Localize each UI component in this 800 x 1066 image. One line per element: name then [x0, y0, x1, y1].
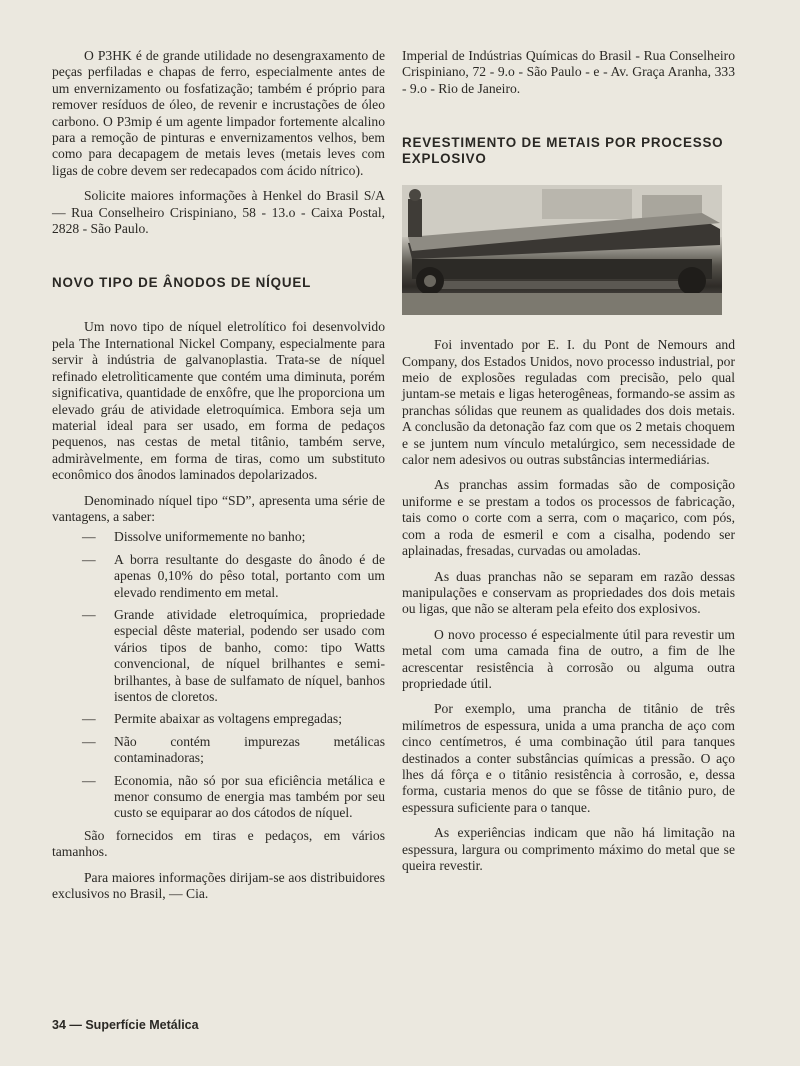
body-paragraph: O novo processo é especialmente útil para revestir um metal com uma camada fina de outro, a fim de lhe acrescentar resistência à corrosão ou alguma outra propriedade útil.	[402, 626, 735, 691]
body-paragraph: As experiências indicam que não há limitação na espessura, largura ou comprimento máximo do metal que se queira revestir.	[402, 825, 735, 873]
list-item: — Economia, não só por sua eficiência metálica e menor consumo de energia mas também por seu custo se equiparar ao dos cátodos de níquel.	[82, 772, 385, 821]
section-heading-revestimento: REVESTIMENTO DE METAIS POR PROCESSO EXPLOSIVO	[402, 135, 724, 167]
left-column	[52, 48, 385, 902]
explosive-cladding-photo	[402, 185, 722, 315]
dash-bullet-icon: —	[82, 733, 96, 749]
page-footer: 34 — Superfície Metálica	[52, 1018, 199, 1032]
distributors-continued: Imperial de Indústrias Químicas do Brasil - Rua Conselheiro Crispiniano, 72 - 9.o - São Paulo - e - Av. Graça Aranha, 333 - 9.o - Rio de Janeiro.	[402, 48, 735, 96]
list-item: — Permite abaixar as voltagens empregadas;	[82, 711, 342, 727]
right-column	[402, 48, 735, 874]
photo-illustration	[402, 185, 722, 315]
dash-bullet-icon: —	[82, 529, 96, 545]
list-item: — A borra resultante do desgaste do ânodo é de apenas 0,10% do pêso total, portanto com um elevado rendimento em metal.	[82, 551, 385, 600]
body-paragraph: As duas pranchas não se separam em razão dessas manipulações e conservam as propriedades dos dois metais ou ligas, que não se alteram pela efeito dos explosivos.	[402, 568, 735, 617]
sd-intro-paragraph: Denominado níquel tipo “SD”, apresenta uma série de vantagens, a saber:	[52, 492, 385, 524]
body-paragraph: As pranchas assim formadas são de composição uniforme e se prestam a todos os processos de fabricação, tais como o corte com a serra, com o maçarico, com pós, com a roda de esmeril e com a cisalha, podendo ser aplainadas, fresadas, curvadas ou amoladas.	[402, 477, 735, 559]
list-item: — Não contém impurezas metálicas contaminadoras;	[82, 733, 385, 766]
distributors-paragraph: Para maiores informações dirijam-se aos distribuidores exclusivos no Brasil, — Cia.	[52, 869, 385, 902]
section-heading-niquel: NOVO TIPO DE ÂNODOS DE NÍQUEL	[52, 275, 312, 291]
dash-bullet-icon: —	[82, 772, 96, 788]
dash-bullet-icon: —	[82, 551, 96, 567]
p3hk-paragraph: O P3HK é de grande utilidade no desengraxamento de peças perfiladas e chapas de ferro, especialmente antes de um envernizamento ou fosfatização; também é próprio para remover resíduos de óleo, de revenir e incrustações de óleo carbono. O P3mip é um agente limpador fortemente alcalino para a remoção de pinturas e envernizamentos velhos, bem como para decapagem de metais leves (metais leves com ligas de cobre devem ser redecapados com ácido nítrico).	[52, 48, 385, 178]
henkel-contact: Solicite maiores informações à Henkel do Brasil S/A — Rua Conselheiro Crispiniano, 58 - 13.o - Caixa Postal, 2828 - São Paulo.	[52, 188, 385, 237]
dash-bullet-icon: —	[82, 606, 96, 622]
niquel-intro-paragraph: Um novo tipo de níquel eletrolítico foi desenvolvido pela The International Nickel Company, especialmente para servir à indústria de galvanoplastia. Trata-se de níquel refinado eletrolìticamente que contém uma diminuta, porém significativa, quantidade de enxôfre, que lhe proporciona um elevado gráu de atividade eletroquímica. Embora seja um material ideal para ser usado, em forma de pedaços pequenos, nas cestas de metal titânio, também serve, admiràvelmente, em forma de tiras, como um substituto econômico dos ânodos laminados depolarizados.	[52, 319, 385, 483]
supply-paragraph: São fornecidos em tiras e pedaços, em vários tamanhos.	[52, 827, 385, 860]
dash-bullet-icon: —	[82, 711, 96, 727]
advantages-list	[52, 529, 385, 822]
list-item: — Grande atividade eletroquímica, propriedade especial dêste material, podendo ser usado com vários tipos de banho, como: tipo Watts convencional, de níquel brilhantes e semi-brilhantes, à base de sulfamato de níquel, banhos isentos de cloretos.	[82, 606, 385, 704]
body-paragraph: Foi inventado por E. I. du Pont de Nemours and Company, dos Estados Unidos, novo processo industrial, por meio de explosões reguladas com precisão, pelo qual juntam-se metais e ligas heterogêneas, formando-se assim as pranchas sólidas que reunem as qualidades dos dois metais. A conclusão da detonação faz com que os 2 metais choquem e se juntem num vínculo metalúrgico, sem necessidade de calor nem adesivos ou outras substâncias intermediárias.	[402, 337, 735, 468]
body-paragraph: Por exemplo, uma prancha de titânio de três milímetros de espessura, unida a uma prancha de aço com cinco centímetros, é uma combinação útil para tanques destinados a conter substâncias químicas a pressão. O aço lhes dá fôrça e o titânio resistência à corrosão, e, dessa forma, custaria menos do que se fôsse de titânio puro, de espessura suficiente para o tanque.	[402, 701, 735, 815]
list-item: — Dissolve uniformemente no banho;	[82, 529, 306, 545]
